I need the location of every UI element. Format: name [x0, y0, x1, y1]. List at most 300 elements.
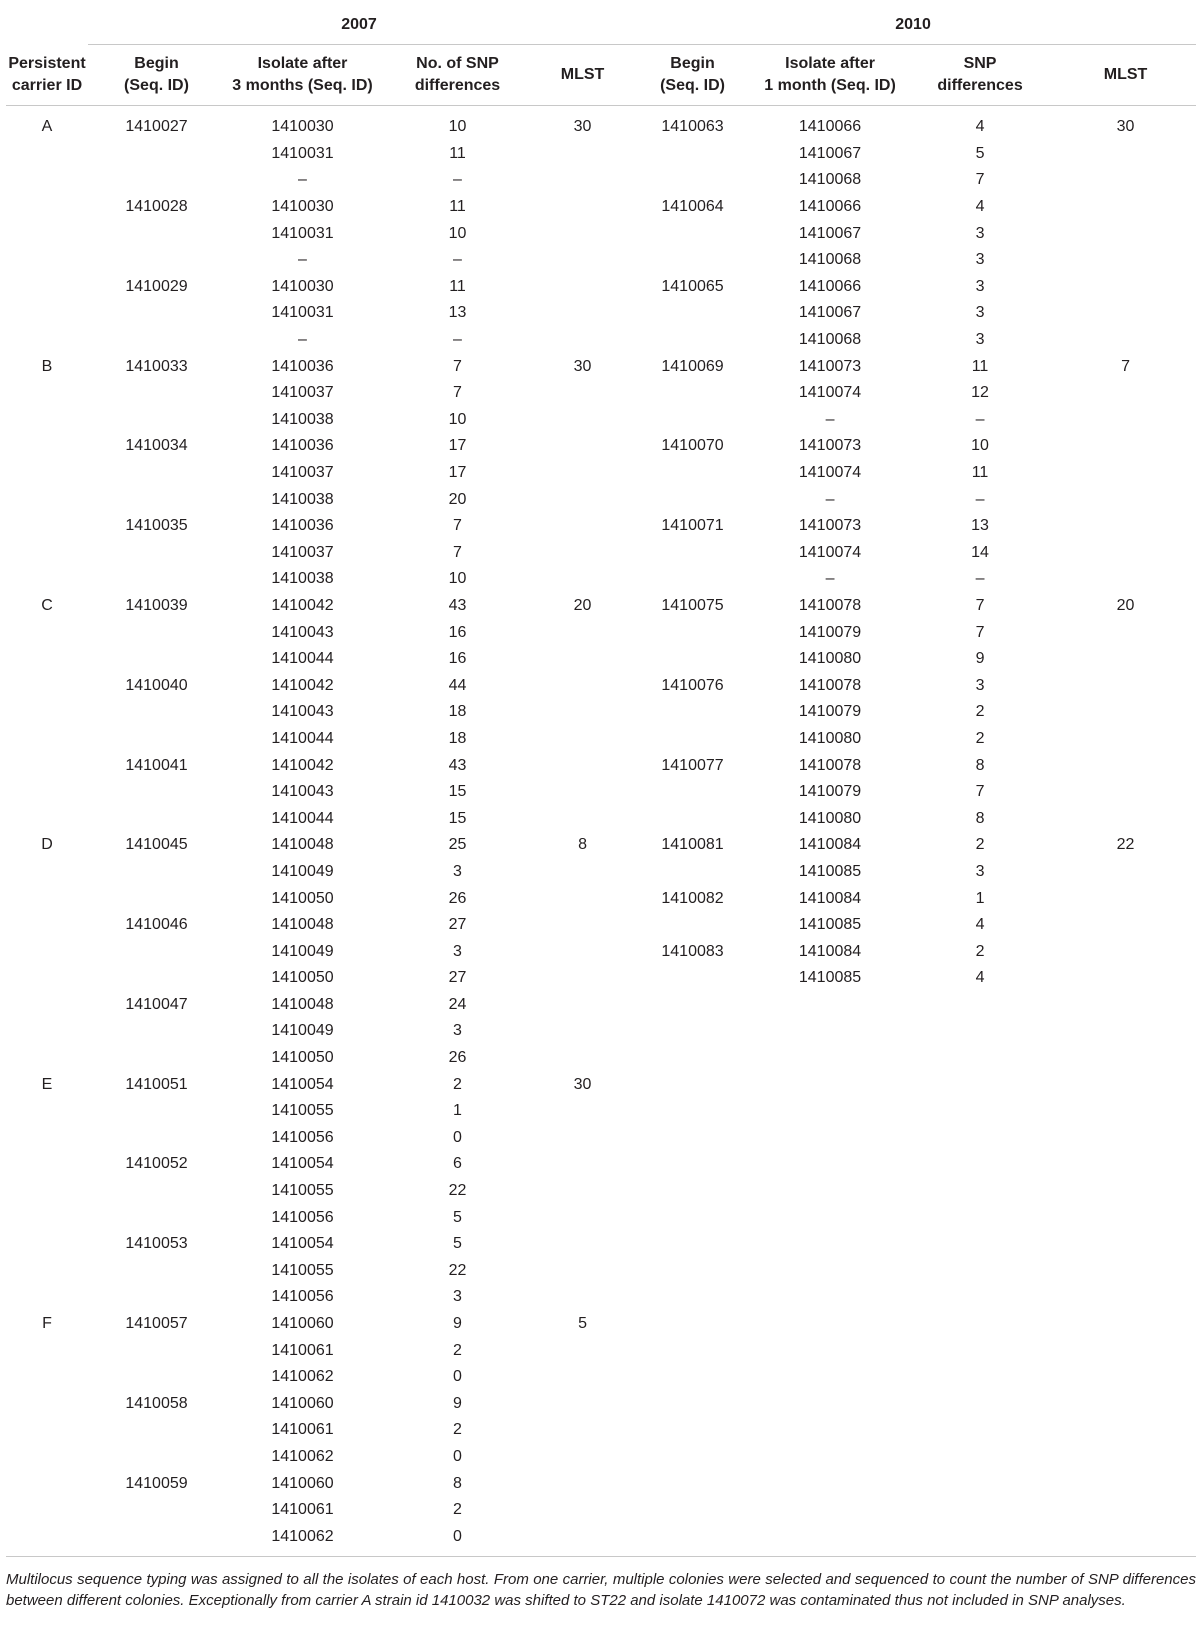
table-cell-mlst-2010 [1055, 1204, 1196, 1231]
table-cell-snp-differences-2010: 2 [975, 703, 985, 721]
table-cell-mlst-2007 [535, 141, 630, 168]
table-row [6, 1071, 1196, 1098]
table-cell-isolate-after-3-months: 1410036 [271, 357, 334, 375]
table-cell-snp-differences-2010 [905, 1071, 1055, 1098]
table-cell-begin-2007 [88, 486, 225, 513]
table-cell-mlst-2007 [535, 752, 630, 779]
table-cell-mlst-2007 [535, 1364, 630, 1391]
table-cell-no-of-snp-differences: 7 [453, 517, 462, 535]
table-cell-isolate-after-3-months: 1410061 [271, 1421, 334, 1439]
table-row [6, 486, 1196, 513]
table-cell-isolate-after-1-month [755, 1178, 905, 1205]
table-cell-isolate-after-1-month [755, 1417, 905, 1444]
table-cell-persistent-carrier-id [6, 1204, 88, 1231]
table-cell-begin-2007 [88, 1125, 225, 1152]
table-cell-isolate-after-1-month: 1410068 [798, 171, 862, 189]
table-cell-no-of-snp-differences: 26 [448, 1049, 467, 1067]
table-row [6, 912, 1196, 939]
table-row [6, 141, 1196, 168]
table-cell-begin-2007: 1410051 [125, 1075, 188, 1093]
table-cell-persistent-carrier-id [6, 1231, 88, 1258]
table-cell-begin-2010 [630, 167, 755, 194]
table-cell-isolate-after-3-months: 1410037 [271, 464, 334, 482]
table-cell-begin-2010 [630, 540, 755, 567]
table-cell-begin-2010 [630, 1071, 755, 1098]
table-cell-isolate-after-1-month: 1410080 [798, 729, 862, 747]
table-cell-mlst-2007 [535, 1125, 630, 1152]
table-cell-isolate-after-1-month [755, 1125, 905, 1152]
table-cell-snp-differences-2010: 3 [975, 331, 985, 349]
table-row [6, 513, 1196, 540]
table-cell-isolate-after-1-month [755, 1470, 905, 1497]
table-row [6, 114, 1196, 141]
table-row [6, 1045, 1196, 1072]
table-cell-begin-2007 [88, 1337, 225, 1364]
table-cell-begin-2010 [630, 992, 755, 1019]
table-row [6, 1258, 1196, 1285]
table-cell-no-of-snp-differences: 18 [448, 729, 467, 747]
table-row [6, 619, 1196, 646]
table-row [6, 220, 1196, 247]
year-2007-heading: 2007 [88, 6, 630, 45]
table-row [6, 1311, 1196, 1338]
table-cell-isolate-after-1-month: 1410079 [798, 783, 862, 801]
table-cell-begin-2010 [630, 1364, 755, 1391]
table-row [6, 672, 1196, 699]
table-cell-begin-2010: 1410082 [661, 889, 724, 907]
column-header-row [6, 45, 1196, 106]
table-cell-begin-2010: 1410081 [661, 836, 724, 854]
table-cell-begin-2007 [88, 1417, 225, 1444]
table-cell-mlst-2007 [535, 433, 630, 460]
table-cell-mlst-2010 [1055, 672, 1196, 699]
table-cell-begin-2007 [88, 1364, 225, 1391]
table-cell-mlst-2010: 22 [1116, 836, 1135, 854]
table-cell-no-of-snp-differences: 3 [453, 1288, 462, 1306]
table-cell-snp-differences-2010: 12 [971, 384, 989, 402]
table-cell-persistent-carrier-id [6, 460, 88, 487]
table-row [6, 1284, 1196, 1311]
column-header-line: No. of SNP [416, 55, 499, 72]
table-cell-isolate-after-3-months: 1410055 [271, 1261, 334, 1279]
year-header-row [6, 6, 1196, 45]
table-cell-mlst-2010 [1055, 1284, 1196, 1311]
table-cell-persistent-carrier-id [6, 566, 88, 593]
table-cell-persistent-carrier-id [6, 992, 88, 1019]
table-cell-no-of-snp-differences: 0 [453, 1527, 462, 1545]
table-cell-persistent-carrier-id [6, 1523, 88, 1550]
table-cell-persistent-carrier-id [6, 619, 88, 646]
table-cell-isolate-after-1-month [755, 1071, 905, 1098]
table-cell-snp-differences-2010: 2 [975, 836, 985, 854]
table-cell-begin-2010 [630, 1018, 755, 1045]
table-cell-begin-2007 [88, 805, 225, 832]
table-cell-mlst-2007 [535, 1470, 630, 1497]
table-cell-mlst-2010 [1055, 805, 1196, 832]
table-cell-begin-2007: 1410034 [125, 437, 188, 455]
table-cell-begin-2010 [630, 1337, 755, 1364]
table-cell-begin-2007: 1410046 [125, 916, 188, 934]
table-cell-persistent-carrier-id [6, 938, 88, 965]
table-cell-mlst-2010 [1055, 1337, 1196, 1364]
table-cell-mlst-2010 [1055, 1258, 1196, 1285]
table-cell-mlst-2010 [1055, 247, 1196, 274]
table-cell-mlst-2007 [535, 1337, 630, 1364]
table-cell-begin-2007 [88, 1444, 225, 1471]
table-row [6, 247, 1196, 274]
table-row [6, 1098, 1196, 1125]
table-cell-mlst-2010 [1055, 1523, 1196, 1550]
table-cell-mlst-2007 [535, 938, 630, 965]
table-cell-no-of-snp-differences: 6 [453, 1155, 462, 1173]
table-row [6, 1497, 1196, 1524]
table-cell-no-of-snp-differences: 9 [453, 1394, 462, 1412]
table-cell-mlst-2010 [1055, 885, 1196, 912]
table-cell-isolate-after-1-month: – [825, 570, 835, 588]
column-header-line: MLST [560, 66, 605, 83]
table-row [6, 752, 1196, 779]
table-cell-begin-2010 [630, 486, 755, 513]
table-cell-no-of-snp-differences: 2 [453, 1341, 462, 1359]
table-cell-persistent-carrier-id [6, 220, 88, 247]
table-cell-isolate-after-3-months: 1410043 [271, 703, 334, 721]
table-cell-isolate-after-1-month: 1410068 [798, 331, 862, 349]
table-row [6, 407, 1196, 434]
table-cell-snp-differences-2010: 2 [975, 729, 985, 747]
table-cell-no-of-snp-differences: 3 [453, 1022, 462, 1040]
table-cell-isolate-after-1-month: 1410066 [798, 198, 862, 216]
table-cell-begin-2010: 1410064 [661, 198, 724, 216]
table-cell-persistent-carrier-id [6, 859, 88, 886]
table-row [6, 992, 1196, 1019]
table-cell-snp-differences-2010: 2 [975, 942, 985, 960]
table-cell-isolate-after-3-months: 1410056 [271, 1208, 334, 1226]
table-row [6, 859, 1196, 886]
table-cell-begin-2010 [630, 1391, 755, 1418]
table-cell-mlst-2010 [1055, 1098, 1196, 1125]
table-cell-begin-2007 [88, 327, 225, 354]
table-cell-snp-differences-2010 [905, 1364, 1055, 1391]
table-cell-begin-2007: 1410041 [125, 756, 188, 774]
table-cell-isolate-after-3-months: 1410036 [271, 437, 334, 455]
table-row [6, 593, 1196, 620]
table-cell-no-of-snp-differences: – [453, 251, 462, 269]
column-header-line: Persistent [8, 54, 86, 72]
table-cell-mlst-2007 [535, 1098, 630, 1125]
table-row [6, 726, 1196, 753]
table-cell-begin-2010 [630, 1045, 755, 1072]
table-cell-isolate-after-3-months: – [298, 251, 307, 269]
table-cell-begin-2007: 1410052 [125, 1155, 188, 1173]
table-cell-snp-differences-2010: 4 [975, 198, 985, 216]
table-cell-mlst-2007 [535, 805, 630, 832]
table-cell-begin-2010 [630, 699, 755, 726]
table-cell-isolate-after-3-months: 1410042 [271, 676, 334, 694]
table-cell-begin-2007 [88, 885, 225, 912]
table-cell-snp-differences-2010: 3 [975, 224, 985, 242]
column-header-line: 3 months (Seq. ID) [232, 77, 373, 94]
table-cell-snp-differences-2010 [905, 1125, 1055, 1152]
column-header-line: differences [937, 77, 1023, 94]
table-cell-isolate-after-1-month: 1410085 [798, 916, 862, 934]
table-cell-no-of-snp-differences: 15 [448, 783, 467, 801]
table-cell-snp-differences-2010: 9 [975, 650, 985, 668]
column-header-line: MLST [1103, 66, 1148, 83]
table-row [6, 885, 1196, 912]
table-cell-mlst-2007 [535, 965, 630, 992]
table-cell-no-of-snp-differences: 10 [448, 224, 467, 242]
table-cell-begin-2007: 1410058 [125, 1394, 188, 1412]
table-cell-isolate-after-1-month [755, 1311, 905, 1338]
table-cell-isolate-after-3-months: 1410055 [271, 1182, 334, 1200]
table-cell-snp-differences-2010 [905, 1337, 1055, 1364]
table-cell-begin-2007 [88, 965, 225, 992]
table-cell-mlst-2007: 5 [578, 1315, 587, 1333]
table-cell-mlst-2010 [1055, 1045, 1196, 1072]
table-cell-persistent-carrier-id [6, 540, 88, 567]
table-cell-isolate-after-1-month: 1410084 [798, 889, 862, 907]
table-cell-snp-differences-2010 [905, 1231, 1055, 1258]
table-cell-begin-2007 [88, 247, 225, 274]
table-cell-begin-2010 [630, 141, 755, 168]
table-cell-begin-2007 [88, 407, 225, 434]
table-cell-begin-2007 [88, 1018, 225, 1045]
table-row [6, 327, 1196, 354]
table-cell-snp-differences-2010: 7 [975, 623, 985, 641]
table-cell-isolate-after-1-month [755, 1364, 905, 1391]
table-cell-isolate-after-3-months: 1410049 [271, 862, 334, 880]
table-cell-persistent-carrier-id [6, 699, 88, 726]
table-cell-persistent-carrier-id: A [41, 118, 53, 136]
table-cell-begin-2007 [88, 1098, 225, 1125]
table-cell-isolate-after-1-month [755, 1258, 905, 1285]
table-cell-begin-2010: 1410076 [661, 676, 724, 694]
table-cell-begin-2010 [630, 779, 755, 806]
table-cell-persistent-carrier-id [6, 486, 88, 513]
table-cell-mlst-2007 [535, 1178, 630, 1205]
table-cell-isolate-after-1-month [755, 1284, 905, 1311]
table-cell-no-of-snp-differences: 11 [449, 198, 466, 216]
table-cell-begin-2010: 1410077 [661, 756, 724, 774]
table-cell-isolate-after-3-months: 1410061 [271, 1501, 334, 1519]
table-cell-isolate-after-3-months: 1410048 [271, 995, 334, 1013]
table-cell-no-of-snp-differences: 8 [453, 1474, 462, 1492]
table-cell-persistent-carrier-id [6, 1258, 88, 1285]
table-cell-isolate-after-1-month: 1410067 [798, 144, 862, 162]
table-cell-persistent-carrier-id [6, 912, 88, 939]
table-cell-begin-2010 [630, 566, 755, 593]
table-cell-begin-2010 [630, 1470, 755, 1497]
table-cell-isolate-after-1-month [755, 1444, 905, 1471]
table-cell-mlst-2007 [535, 1151, 630, 1178]
table-cell-no-of-snp-differences: 11 [449, 277, 466, 295]
column-header-isolate-after-3-months [225, 45, 380, 106]
table-cell-mlst-2007 [535, 327, 630, 354]
table-cell-mlst-2007: 30 [573, 1075, 592, 1093]
table-cell-isolate-after-3-months: 1410031 [271, 144, 334, 162]
table-cell-isolate-after-3-months: 1410042 [271, 756, 334, 774]
table-cell-persistent-carrier-id [6, 1337, 88, 1364]
table-cell-no-of-snp-differences: 22 [448, 1182, 467, 1200]
table-cell-mlst-2010 [1055, 513, 1196, 540]
table-cell-no-of-snp-differences: 24 [448, 995, 467, 1013]
table-cell-begin-2007 [88, 540, 225, 567]
table-cell-mlst-2010 [1055, 1178, 1196, 1205]
table-cell-mlst-2010 [1055, 380, 1196, 407]
table-cell-begin-2010 [630, 646, 755, 673]
table-cell-mlst-2010 [1055, 1417, 1196, 1444]
table-cell-persistent-carrier-id [6, 779, 88, 806]
table-cell-isolate-after-3-months: 1410037 [271, 543, 334, 561]
table-cell-isolate-after-1-month: 1410073 [798, 357, 862, 375]
table-cell-mlst-2007 [535, 779, 630, 806]
table-cell-mlst-2007 [535, 300, 630, 327]
table-cell-isolate-after-3-months: 1410054 [271, 1155, 334, 1173]
table-cell-no-of-snp-differences: 3 [453, 862, 462, 880]
table-cell-isolate-after-3-months: 1410043 [271, 783, 334, 801]
table-cell-mlst-2010 [1055, 1125, 1196, 1152]
table-cell-mlst-2010 [1055, 1391, 1196, 1418]
table-cell-mlst-2010 [1055, 1231, 1196, 1258]
table-cell-snp-differences-2010: 8 [975, 809, 985, 827]
table-cell-snp-differences-2010: 4 [975, 916, 985, 934]
table-cell-snp-differences-2010: 4 [975, 118, 985, 136]
table-cell-begin-2007: 1410040 [125, 676, 188, 694]
table-cell-persistent-carrier-id [6, 1018, 88, 1045]
table-cell-mlst-2010 [1055, 433, 1196, 460]
table-cell-mlst-2010: 7 [1121, 357, 1130, 375]
table-cell-isolate-after-3-months: 1410050 [271, 969, 334, 987]
table-cell-isolate-after-1-month [755, 992, 905, 1019]
table-cell-begin-2007: 1410033 [125, 357, 188, 375]
table-cell-mlst-2010 [1055, 486, 1196, 513]
table-cell-persistent-carrier-id [6, 1470, 88, 1497]
table-cell-mlst-2010 [1055, 1151, 1196, 1178]
table-cell-persistent-carrier-id [6, 1045, 88, 1072]
table-cell-begin-2007 [88, 566, 225, 593]
table-cell-snp-differences-2010: – [975, 410, 985, 428]
table-cell-begin-2010 [630, 726, 755, 753]
table-cell-mlst-2010 [1055, 1071, 1196, 1098]
table-row [6, 1391, 1196, 1418]
table-cell-begin-2007 [88, 1497, 225, 1524]
table-cell-isolate-after-1-month: – [825, 490, 835, 508]
table-cell-no-of-snp-differences: 2 [453, 1421, 462, 1439]
table-cell-mlst-2010 [1055, 779, 1196, 806]
table-cell-no-of-snp-differences: 7 [453, 384, 462, 402]
table-row [6, 300, 1196, 327]
table-cell-snp-differences-2010: 3 [975, 304, 985, 322]
table-cell-mlst-2010 [1055, 619, 1196, 646]
table-cell-isolate-after-1-month: 1410074 [798, 384, 862, 402]
table-cell-begin-2007 [88, 1258, 225, 1285]
table-cell-mlst-2007: 8 [578, 836, 587, 854]
table-cell-begin-2007 [88, 1284, 225, 1311]
table-cell-mlst-2010 [1055, 752, 1196, 779]
table-cell-no-of-snp-differences: 27 [448, 969, 467, 987]
table-cell-isolate-after-3-months: 1410031 [271, 224, 334, 242]
table-cell-snp-differences-2010: 5 [975, 144, 985, 162]
table-cell-begin-2007: 1410053 [125, 1235, 188, 1253]
table-cell-begin-2007 [88, 1523, 225, 1550]
table-cell-isolate-after-1-month: 1410079 [798, 703, 862, 721]
table-cell-snp-differences-2010: 14 [971, 543, 989, 561]
table-cell-persistent-carrier-id [6, 1284, 88, 1311]
table-cell-mlst-2007 [535, 220, 630, 247]
table-cell-isolate-after-3-months: 1410044 [271, 729, 334, 747]
table-row [6, 646, 1196, 673]
table-cell-mlst-2007 [535, 1444, 630, 1471]
table-cell-no-of-snp-differences: 3 [453, 942, 462, 960]
table-row [6, 805, 1196, 832]
table-cell-no-of-snp-differences: – [453, 331, 462, 349]
table-cell-isolate-after-3-months: 1410049 [271, 942, 334, 960]
table-cell-no-of-snp-differences: 5 [453, 1208, 462, 1226]
column-header-line: Isolate after [785, 55, 875, 72]
column-header-begin-2007 [88, 45, 225, 106]
table-cell-mlst-2007 [535, 1204, 630, 1231]
table-cell-isolate-after-3-months: 1410030 [271, 198, 334, 216]
table-cell-isolate-after-3-months: 1410030 [271, 118, 334, 136]
table-cell-persistent-carrier-id [6, 380, 88, 407]
table-cell-mlst-2010 [1055, 407, 1196, 434]
table-cell-no-of-snp-differences: 17 [448, 464, 467, 482]
table-cell-persistent-carrier-id [6, 1417, 88, 1444]
table-cell-isolate-after-1-month: 1410067 [798, 224, 862, 242]
table-cell-mlst-2007 [535, 513, 630, 540]
column-header-line: Isolate after [257, 55, 348, 72]
table-cell-mlst-2007: 30 [573, 118, 592, 136]
table-cell-begin-2007: 1410057 [125, 1315, 188, 1333]
table-row [6, 353, 1196, 380]
table-cell-begin-2007 [88, 141, 225, 168]
table-cell-isolate-after-3-months: 1410061 [271, 1341, 334, 1359]
table-cell-no-of-snp-differences: 10 [448, 118, 467, 136]
table-cell-isolate-after-3-months: – [298, 331, 307, 349]
table-cell-mlst-2010 [1055, 859, 1196, 886]
table-cell-mlst-2007 [535, 1258, 630, 1285]
table-cell-snp-differences-2010 [905, 1311, 1055, 1338]
table-cell-isolate-after-3-months: 1410038 [271, 490, 334, 508]
table-cell-isolate-after-1-month [755, 1018, 905, 1045]
table-cell-isolate-after-3-months: 1410048 [271, 836, 334, 854]
table-cell-isolate-after-3-months: 1410050 [271, 1049, 334, 1067]
table-cell-isolate-after-1-month [755, 1098, 905, 1125]
table-cell-begin-2007 [88, 460, 225, 487]
table-cell-mlst-2007 [535, 1231, 630, 1258]
table-cell-begin-2007 [88, 726, 225, 753]
table-cell-begin-2007 [88, 859, 225, 886]
table-cell-begin-2010 [630, 1417, 755, 1444]
table-cell-persistent-carrier-id [6, 646, 88, 673]
table-cell-persistent-carrier-id [6, 167, 88, 194]
table-cell-mlst-2007 [535, 1284, 630, 1311]
table-cell-begin-2007 [88, 300, 225, 327]
table-cell-isolate-after-3-months: 1410030 [271, 277, 334, 295]
table-cell-mlst-2007 [535, 672, 630, 699]
table-cell-isolate-after-1-month: 1410074 [798, 464, 862, 482]
table-cell-isolate-after-3-months: 1410054 [271, 1235, 334, 1253]
table-footnote: Multilocus sequence typing was assigned to all the isolates of each host. From one carrier, multiple colonies were selected and sequenced to count the number of SNP differences between different colonies. Exceptionally from carrier A strain id 1410032 was shifted to ST22 and isolate 1410072 was contaminated thus not included in SNP analyses. [6, 1571, 1196, 1609]
table-cell-isolate-after-3-months: 1410050 [271, 889, 334, 907]
table-cell-persistent-carrier-id [6, 1098, 88, 1125]
table-cell-mlst-2010 [1055, 540, 1196, 567]
table-cell-no-of-snp-differences: 0 [453, 1447, 462, 1465]
table-cell-isolate-after-1-month: 1410078 [798, 596, 862, 614]
table-cell-persistent-carrier-id [6, 513, 88, 540]
table-row [6, 540, 1196, 567]
table-cell-persistent-carrier-id [6, 141, 88, 168]
